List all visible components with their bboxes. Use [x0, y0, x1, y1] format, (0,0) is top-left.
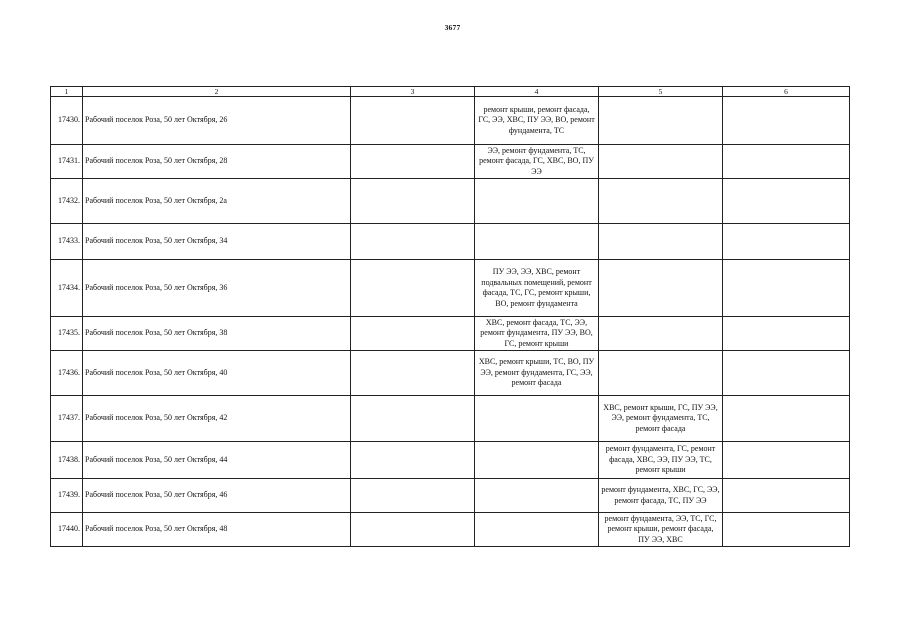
table-header-row — [51, 87, 850, 97]
address-cell: Рабочий поселок Роза, 50 лет Октября, 26 — [83, 97, 351, 145]
column-header-3: 3 — [351, 87, 475, 97]
col6-cell — [723, 351, 850, 396]
work-types-cell — [599, 351, 723, 396]
address-cell: Рабочий поселок Роза, 50 лет Октября, 28 — [83, 145, 351, 179]
table-row — [51, 479, 850, 513]
row-number: 17436. — [51, 351, 83, 396]
address-cell: Рабочий поселок Роза, 50 лет Октября, 42 — [83, 396, 351, 442]
column-header-5: 5 — [599, 87, 723, 97]
work-types-cell — [599, 317, 723, 351]
col3-cell — [351, 224, 475, 260]
work-types-cell — [475, 513, 599, 547]
works-table — [50, 86, 850, 547]
col3-cell — [351, 442, 475, 479]
col6-cell — [723, 442, 850, 479]
col6-cell — [723, 179, 850, 224]
column-header-1: 1 — [51, 87, 83, 97]
col6-cell — [723, 513, 850, 547]
work-types-cell: ХВС, ремонт фасада, ТС, ЭЭ, ремонт фундамента, ПУ ЭЭ, ВО, ГС, ремонт крыши — [475, 317, 599, 351]
work-types-cell: ремонт фундамента, ХВС, ГС, ЭЭ, ремонт фасада, ТС, ПУ ЭЭ — [599, 479, 723, 513]
column-header-4: 4 — [475, 87, 599, 97]
table-row — [51, 442, 850, 479]
col6-cell — [723, 224, 850, 260]
address-cell: Рабочий поселок Роза, 50 лет Октября, 36 — [83, 260, 351, 317]
work-types-cell: ремонт крыши, ремонт фасада, ГС, ЭЭ, ХВС, ПУ ЭЭ, ВО, ремонт фундамента, ТС — [475, 97, 599, 145]
col3-cell — [351, 145, 475, 179]
col6-cell — [723, 260, 850, 317]
work-types-cell — [475, 179, 599, 224]
col6-cell — [723, 317, 850, 351]
table-row — [51, 513, 850, 547]
row-number: 17440. — [51, 513, 83, 547]
column-header-2: 2 — [83, 87, 351, 97]
table-row — [51, 260, 850, 317]
col3-cell — [351, 479, 475, 513]
address-cell: Рабочий поселок Роза, 50 лет Октября, 40 — [83, 351, 351, 396]
work-types-cell: ХВС, ремонт крыши, ТС, ВО, ПУ ЭЭ, ремонт фундамента, ГС, ЭЭ, ремонт фасада — [475, 351, 599, 396]
row-number: 17431. — [51, 145, 83, 179]
address-cell: Рабочий поселок Роза, 50 лет Октября, 44 — [83, 442, 351, 479]
work-types-cell: ПУ ЭЭ, ЭЭ, ХВС, ремонт подвальных помещений, ремонт фасада, ТС, ГС, ремонт крыши, ВО, ремонт фундамента — [475, 260, 599, 317]
address-cell: Рабочий поселок Роза, 50 лет Октября, 48 — [83, 513, 351, 547]
work-types-cell — [475, 224, 599, 260]
col3-cell — [351, 260, 475, 317]
work-types-cell: ЭЭ, ремонт фундамента, ТС, ремонт фасада, ГС, ХВС, ВО, ПУ ЭЭ — [475, 145, 599, 179]
work-types-cell — [475, 442, 599, 479]
page-number: 3677 — [444, 23, 461, 32]
work-types-cell — [599, 97, 723, 145]
col3-cell — [351, 513, 475, 547]
table-row — [51, 179, 850, 224]
col3-cell — [351, 351, 475, 396]
col3-cell — [351, 317, 475, 351]
work-types-cell — [599, 179, 723, 224]
work-types-cell — [475, 479, 599, 513]
col6-cell — [723, 97, 850, 145]
work-types-cell — [599, 224, 723, 260]
table-row — [51, 317, 850, 351]
col6-cell — [723, 145, 850, 179]
row-number: 17438. — [51, 442, 83, 479]
address-cell: Рабочий поселок Роза, 50 лет Октября, 34 — [83, 224, 351, 260]
work-types-cell: ХВС, ремонт крыши, ГС, ПУ ЭЭ, ЭЭ, ремонт фундамента, ТС, ремонт фасада — [599, 396, 723, 442]
address-cell: Рабочий поселок Роза, 50 лет Октября, 46 — [83, 479, 351, 513]
table-row — [51, 145, 850, 179]
col3-cell — [351, 396, 475, 442]
column-header-6: 6 — [723, 87, 850, 97]
work-types-cell: ремонт фундамента, ГС, ремонт фасада, ХВС, ЭЭ, ПУ ЭЭ, ТС, ремонт крыши — [599, 442, 723, 479]
col3-cell — [351, 179, 475, 224]
work-types-cell — [475, 396, 599, 442]
col3-cell — [351, 97, 475, 145]
row-number: 17432. — [51, 179, 83, 224]
row-number: 17435. — [51, 317, 83, 351]
col6-cell — [723, 396, 850, 442]
row-number: 17439. — [51, 479, 83, 513]
work-types-cell — [599, 260, 723, 317]
address-cell: Рабочий поселок Роза, 50 лет Октября, 38 — [83, 317, 351, 351]
address-cell: Рабочий поселок Роза, 50 лет Октября, 2а — [83, 179, 351, 224]
work-types-cell — [599, 145, 723, 179]
table-row — [51, 351, 850, 396]
col6-cell — [723, 479, 850, 513]
table-row — [51, 97, 850, 145]
row-number: 17430. — [51, 97, 83, 145]
table-row — [51, 396, 850, 442]
row-number: 17433. — [51, 224, 83, 260]
row-number: 17437. — [51, 396, 83, 442]
row-number: 17434. — [51, 260, 83, 317]
table-row — [51, 224, 850, 260]
work-types-cell: ремонт фундамента, ЭЭ, ТС, ГС, ремонт крыши, ремонт фасада, ПУ ЭЭ, ХВС — [599, 513, 723, 547]
